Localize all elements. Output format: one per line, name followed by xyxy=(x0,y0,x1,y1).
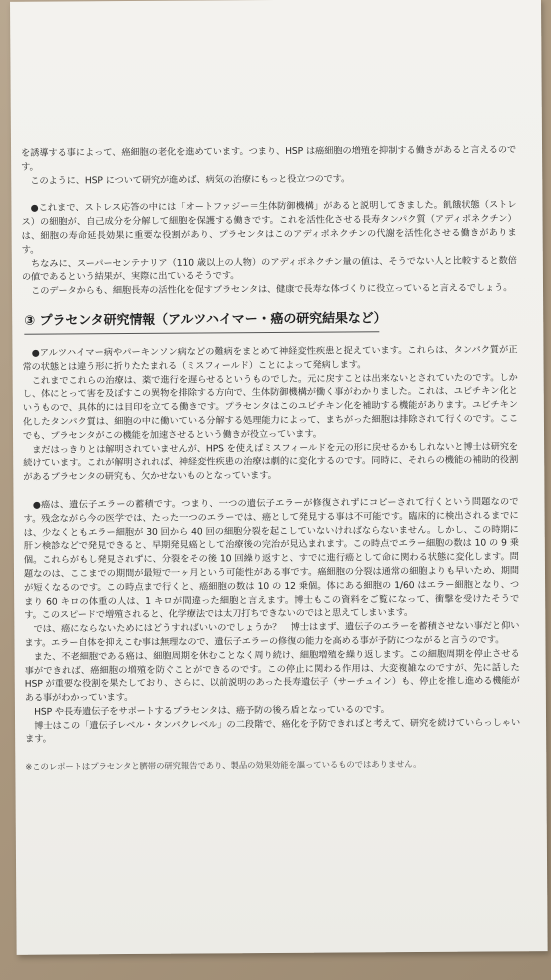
paragraph: これまでこれらの治療は、薬で進行を遅らせるというものでした。元に戻すことは出来ないとされていたのです。しかし、体にとって害を及ぼすこの異物を排除する方向で、生体防御機構が働く事がわかりました。これは、ユビチキン化というもので、具体的には目印を立てる働きです。プラセンタはこのユビチキン化を補助する機能があります。ユビチキン化したタンパク質は、細胞の中に働いている分解する処理能力によって、まちがった細胞は排除されて行くのです。ここでも、プラセンタがこの機能を加速させるという働きが役立っています。 xyxy=(22,371,518,442)
section-heading-text: ③ プラセンタ研究情報（アルツハイマー・癌の研究結果など） xyxy=(24,311,387,329)
heading-underline xyxy=(24,331,379,334)
document-page xyxy=(10,0,548,955)
paragraph: また、不老細胞である癌は、細胞周期を休むことなく周り続け、細胞増殖を繰り返します。この細胞周期を停止させる事ができれば、癌細胞の増殖を防ぐことができるのです。この停止に関わる作用は、大変複雑なのですが、先に話した HSP が重要な役割を果たしており、さらに、以前説明のあった長寿遺伝子（サーチュイン）も、停止を推し進める機能がある事がわかっています。 xyxy=(24,648,520,704)
document-body xyxy=(21,143,520,773)
paragraph: ちなみに、スーパーセンテナリア（110 歳以上の人物）のアディポネクチン量の値は、そうでない人と比較すると数倍の値であるという結果が、実際に出ているそうです。 xyxy=(21,254,517,284)
paragraph: ●アルツハイマー病やパーキンソン病などの難病をまとめて神経変性疾患と捉えています。これらは、タンパク質が正常の状態とは違う形に折りたたまれる（ミスフィールド）ことによって発病します。 xyxy=(22,344,518,373)
paragraph: HSP や長寿遺伝子をサポートするプラセンタは、癌予防の後ろ盾となっているのです。 xyxy=(24,704,390,718)
paragraph: まだはっきりとは解明されていませんが、HPS を使えばミスフィールドを元の形に戻せるかもしれないと博士は研究を続けています。これが解明されれば、神経変性疾患の治療は劇的に変化するのです。同時に、それらの機能の補助的役割があるプラセンタの研究も、欠かせないものとなっています。 xyxy=(23,440,519,483)
paragraph: このデータからも、細胞長寿の活性化を促すプラセンタは、健康で長寿な体づくりに役立っていると言えるでしょう。 xyxy=(21,282,513,297)
paragraph: ●癌は、遺伝子エラーの蓄積です。つまり、一つの遺伝子エラーが修復されずにコピーされて行くという問題なのです。残念ながら今の医学では、たった一つのエラーでは、癌として発見する事は不可能です。臨床的に検出されるまでには、少なくともエラー細胞が 30 回から 40 回の細胞分裂を起こしていないければならないません。しかし、この時期に肝ン検診などで発見できると、早期発見癌として治療後の完治が見込まれます。この時点でエラー細胞の数は 10 の 9 乗個。これらがもし発見されずに、分裂をその後 10 回繰り返すと、すでに進行癌として命に関わる状態に変化します。問題なのは、ここまでの期間が最短で一ヶ月という可能性がある事です。癌細胞の分裂は通常の細胞よりも早いため、期間が短くなるのです。この時点まで行くと、癌細胞の数は 10 の 12 乗個。体にある細胞の 1/60 はエラー細胞となり、つまり 60 キロの体重の人は、1 キロが間違った細胞と言えます。博士もこの資料をご覧になって、衝撃を受けたそうです。このスピードで増殖されると、化学療法では太刀打ちできないのではと思えてしまいます。 xyxy=(23,496,520,622)
paragraph: ●これまで、ストレス応答の中には「オートファジー＝生体防御機構」があると説明してきました。飢餓状態（ストレス）の細胞が、自己成分を分解して細胞を保護する働きです。これを活性化させる長寿タンパク質（アディポネクチン）は、細胞の寿命延長効果に重要な役割があり、プラセンタはこのアディポネクチンの代謝を活性化させる働きがあります。 xyxy=(21,199,517,256)
disclaimer-footnote: ※このレポートはプラセンタと臍帯の研究報告であり、製品の効果効能を謳っているものではありません。 xyxy=(25,759,422,773)
paragraph: では、癌にならないためにはどうすればいいのでしょうか？ 博士はまず、遺伝子のエラーを蓄積させない事だと仰います。エラー自体を抑えこむ事は無理なので、遺伝子エラーの修復の能力を高める事が予防につながると言うのです。 xyxy=(24,620,520,649)
paragraph: このように、HSP について研究が進めば、病気の治療にもっと役立つのです。 xyxy=(21,173,351,187)
paragraph: を誘導する事によって、癌細胞の老化を進めています。つまり、HSP は癌細胞の増殖を抑制する働きがあると言えるのです。 xyxy=(21,144,517,173)
section-heading xyxy=(24,309,517,334)
paragraph: 博士はこの「遺伝子レベル・タンパクレベル」の二段階で、癌化を予防できればと考えて、研究を続けていらっしゃいます。 xyxy=(25,716,521,746)
